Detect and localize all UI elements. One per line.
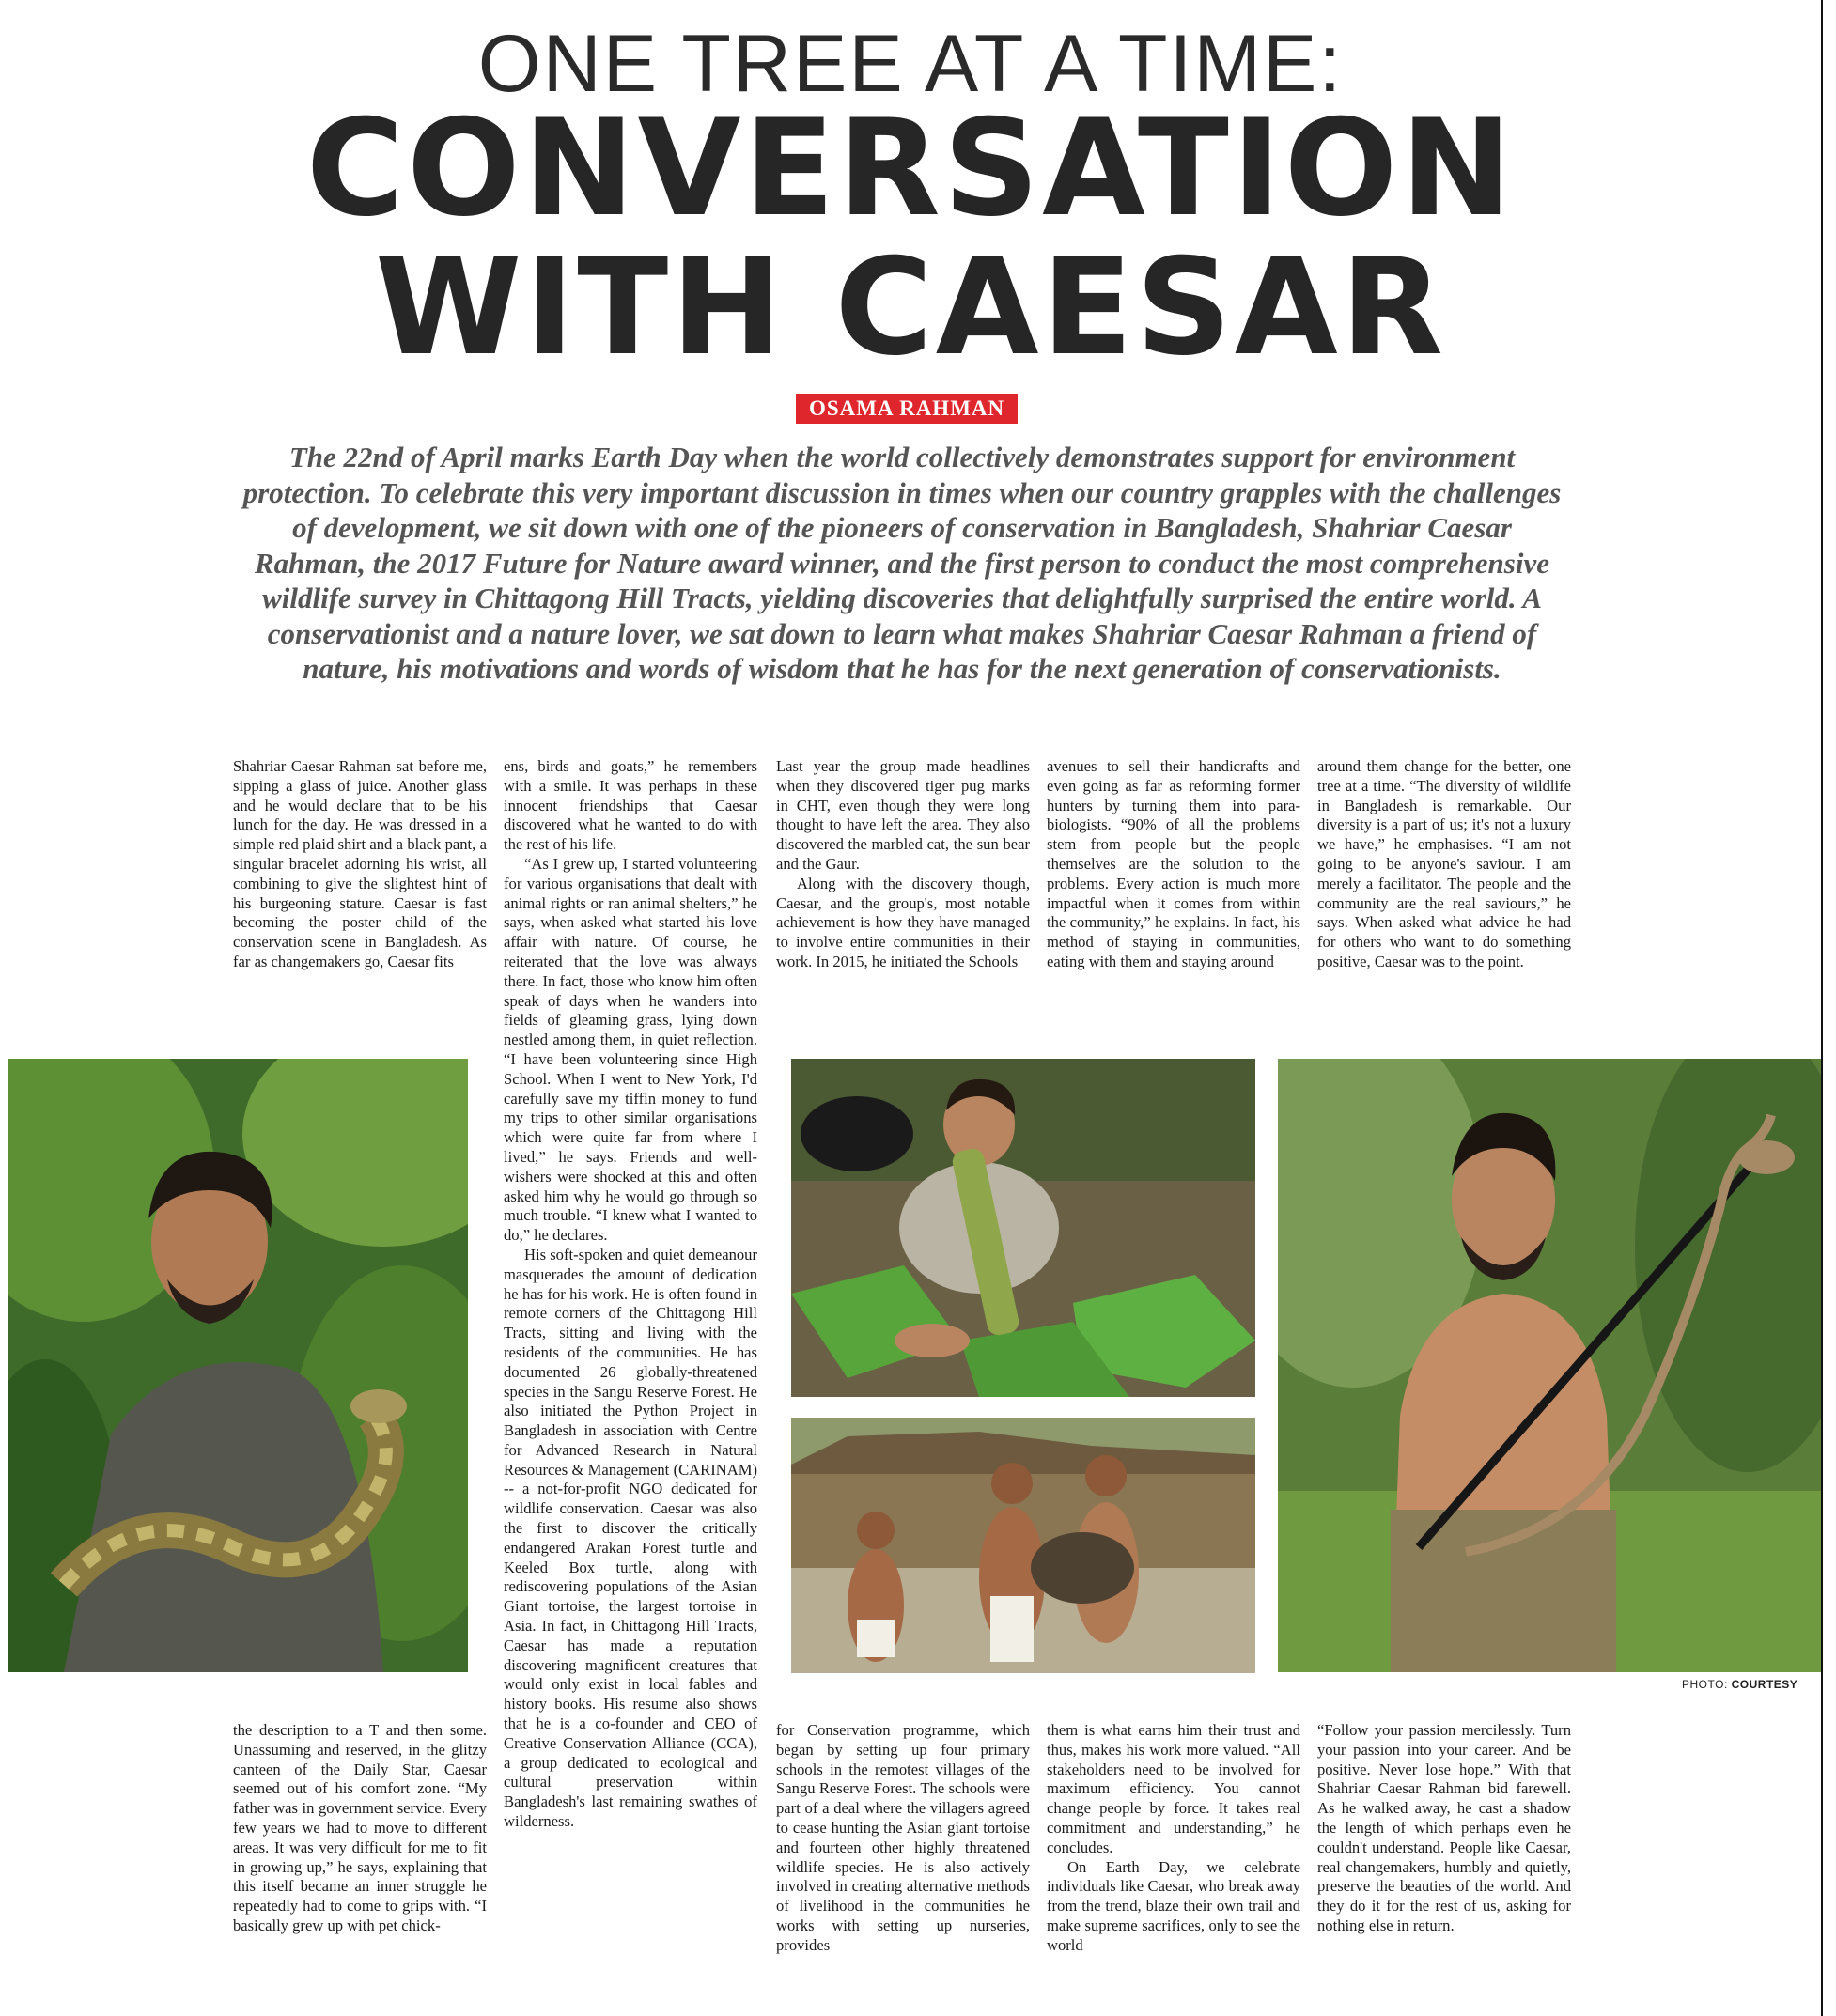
column-5-top (1317, 757, 1571, 972)
paragraph: “As I grew up, I started volunteering for various organisations that dealt with animal rights or ran animal shelters,” he says, when asked what started his love affair with nature. Of course, he reiterated that the love was always there. In fact, those who know him often speak of days when he wanders into fields of gleaming grass, lying down nestled among them, in quiet reflection. “I have been volunteering since High School. When I went to New York, I'd carefully save my tiffin money to fund my trips to other similar organisations which were quite far from where I lived,” he says. Friends and well-wishers were shocked at this and often asked him why he would go through so much trouble. “I knew what I wanted to do,” he declares. (504, 854, 757, 1245)
column-3-bottom (776, 1721, 1030, 1956)
paragraph: around them change for the better, one tree at a time. “The diversity of wildlife in Bangladesh is remarkable. Our diversity is a part of us; it's not a luxury we have,” he emphasises. “I am not going to be anyone's saviour. I am merely a facilitator. The people and the community are the real saviours,” he says. When asked what advice he had for others who want to do something positive, Caesar was to the point. (1317, 757, 1571, 970)
column-1-bottom (233, 1721, 487, 1936)
paragraph: avenues to sell their handicrafts and even going as far as reforming former hunters by turning them into para-biologists. “90% of all the problems stem from people but the people themselves are the solution to the problems. Every action is much more impactful when it comes from within the community,” he explains. In fact, his method of staying in communities, eating with them and staying around (1047, 757, 1300, 970)
paragraph: On Earth Day, we celebrate individuals like Caesar, who break away from the trend, blaze their own trail and make supreme sacrifices, only to see the world (1047, 1857, 1300, 1954)
paragraph: ens, birds and goats,” he remembers with a smile. It was perhaps in these innocent friendships that Caesar discovered what he wanted to do with the rest of his life. (504, 757, 757, 854)
intro-paragraph: The 22nd of April marks Earth Day when the world collectively demonstrates support for environment protection. To celebrate this very important discussion in times when our country grapples with the challenges of development, we sit down with one of the pioneers of conservation in Bangladesh, Shahriar Caesar Rahman, the 2017 Future for Nature award winner, and the first person to conduct the most comprehensive wildlife survey in Chittagong Hill Tracts, yielding discoveries that delightfully surprised the entire world. A conservationist and a nature lover, we sat down to learn what makes Shahriar Caesar Rahman a friend of nature, his motivations and words of wisdom that he has for the next generation of conservationists. (242, 441, 1562, 685)
photo-snake (1278, 1059, 1821, 1672)
headline-line-1: CONVERSATION (305, 91, 1516, 246)
column-1-top (233, 757, 487, 972)
column-4-bottom (1047, 1721, 1300, 1956)
paragraph: Shahriar Caesar Rahman sat before me, sipping a glass of juice. Another glass and he would declare that to be his lunch for the day. He was dressed in a simple red plaid shirt and a black pant, a singular bracelet adorning his wrist, all combining to give the slightest hint of his burgeoning stature. Caesar is fast becoming the poster child of the conservation scene in Bangladesh. As far as changemakers go, Caesar fits (233, 757, 487, 970)
photo-bamboo (791, 1059, 1255, 1397)
kicker: ONE TREE AT A TIME: (477, 19, 1344, 109)
photo-credit-prefix: PHOTO: (1682, 1678, 1732, 1691)
paragraph: them is what earns him their trust and thus, makes his work more valued. “All stakeholders need to be involved for maximum efficiency. You cannot change people by force. It takes real commitment and understanding,” he concludes. (1047, 1721, 1300, 1856)
headline (0, 91, 1821, 385)
photo-tortoise (791, 1418, 1255, 1673)
paragraph: Last year the group made headlines when they discovered tiger pug marks in CHT, even though they were long thought to have left the area. They also discovered the marbled cat, the sun bear and the Gaur. (776, 757, 1030, 873)
paragraph: the description to a T and then some. Unassuming and reserved, in the glitzy canteen of the Daily Star, Caesar seemed out of his comfort zone. “My father was in government service. Every few years we had to move to different areas. It was very difficult for me to fit in growing up,” he says, explaining that this itself became an inner struggle he repeatedly had to come to grips with. “I basically grew up with pet chick- (233, 1721, 487, 1934)
column-4-top (1047, 757, 1300, 972)
photo-credit (1682, 1678, 1797, 1691)
page-edge (1821, 0, 1823, 2016)
paragraph: for Conservation programme, which began by setting up four primary schools in the remotest villages of the Sangu Reserve Forest. The schools were part of a deal where the villagers agreed to cease hunting the Asian giant tortoise and fourteen other highly threatened wildlife species. He is also actively involved in creating alternative methods of livelihood in the communities he works with setting up nurseries, provides (776, 1721, 1030, 1954)
headline-line-2: WITH CAESAR (374, 230, 1447, 385)
paragraph: “Follow your passion mercilessly. Turn your passion into your career. And be positive. Never lose hope.” With that Shahriar Caesar Rahman bid farewell. As he walked away, he cast a shadow the length of which perhaps even he couldn't understand. People like Caesar, real changemakers, humbly and quietly, preserve the beauties of the world. And they do it for the rest of us, asking for nothing else in return. (1317, 1721, 1571, 1934)
column-5-bottom (1317, 1721, 1571, 1936)
column-3-top (776, 757, 1030, 972)
photo-credit-source: COURTESY (1731, 1678, 1798, 1691)
paragraph: His soft-spoken and quiet demeanour masquerades the amount of dedication he has for his work. He is often found in remote corners of the Chittagong Hill Tracts, sitting and living with the residents of the communities. He has documented 26 globally-threatened species in the Sangu Reserve Forest. He also initiated the Python Project in Bangladesh in association with Centre for Advanced Research in Natural Resources & Management (CARINAM) -- a not-for-profit NGO dedicated for wildlife conservation. Caesar was also the first to discover the critically endangered Arakan Forest turtle and Keeled Box turtle, along with rediscovering populations of the Asian Giant tortoise, the largest tortoise in Asia. In fact, in Chittagong Hill Tracts, Caesar has made a reputation discovering magnificent creatures that would only exist in local fables and history books. His resume also shows that he is a co-founder and CEO of Creative Conservation Alliance (CCA), a group dedicated to ecological and cultural preservation within Bangladesh's last remaining swathes of wilderness. (504, 1245, 757, 1831)
photo-python (8, 1059, 468, 1672)
byline-badge: OSAMA RAHMAN (796, 394, 1018, 424)
column-2 (504, 757, 757, 1832)
paragraph: Along with the discovery though, Caesar, and the group's, most notable achievement is how they have managed to involve entire communities in their work. In 2015, he initiated the Schools (776, 874, 1030, 970)
